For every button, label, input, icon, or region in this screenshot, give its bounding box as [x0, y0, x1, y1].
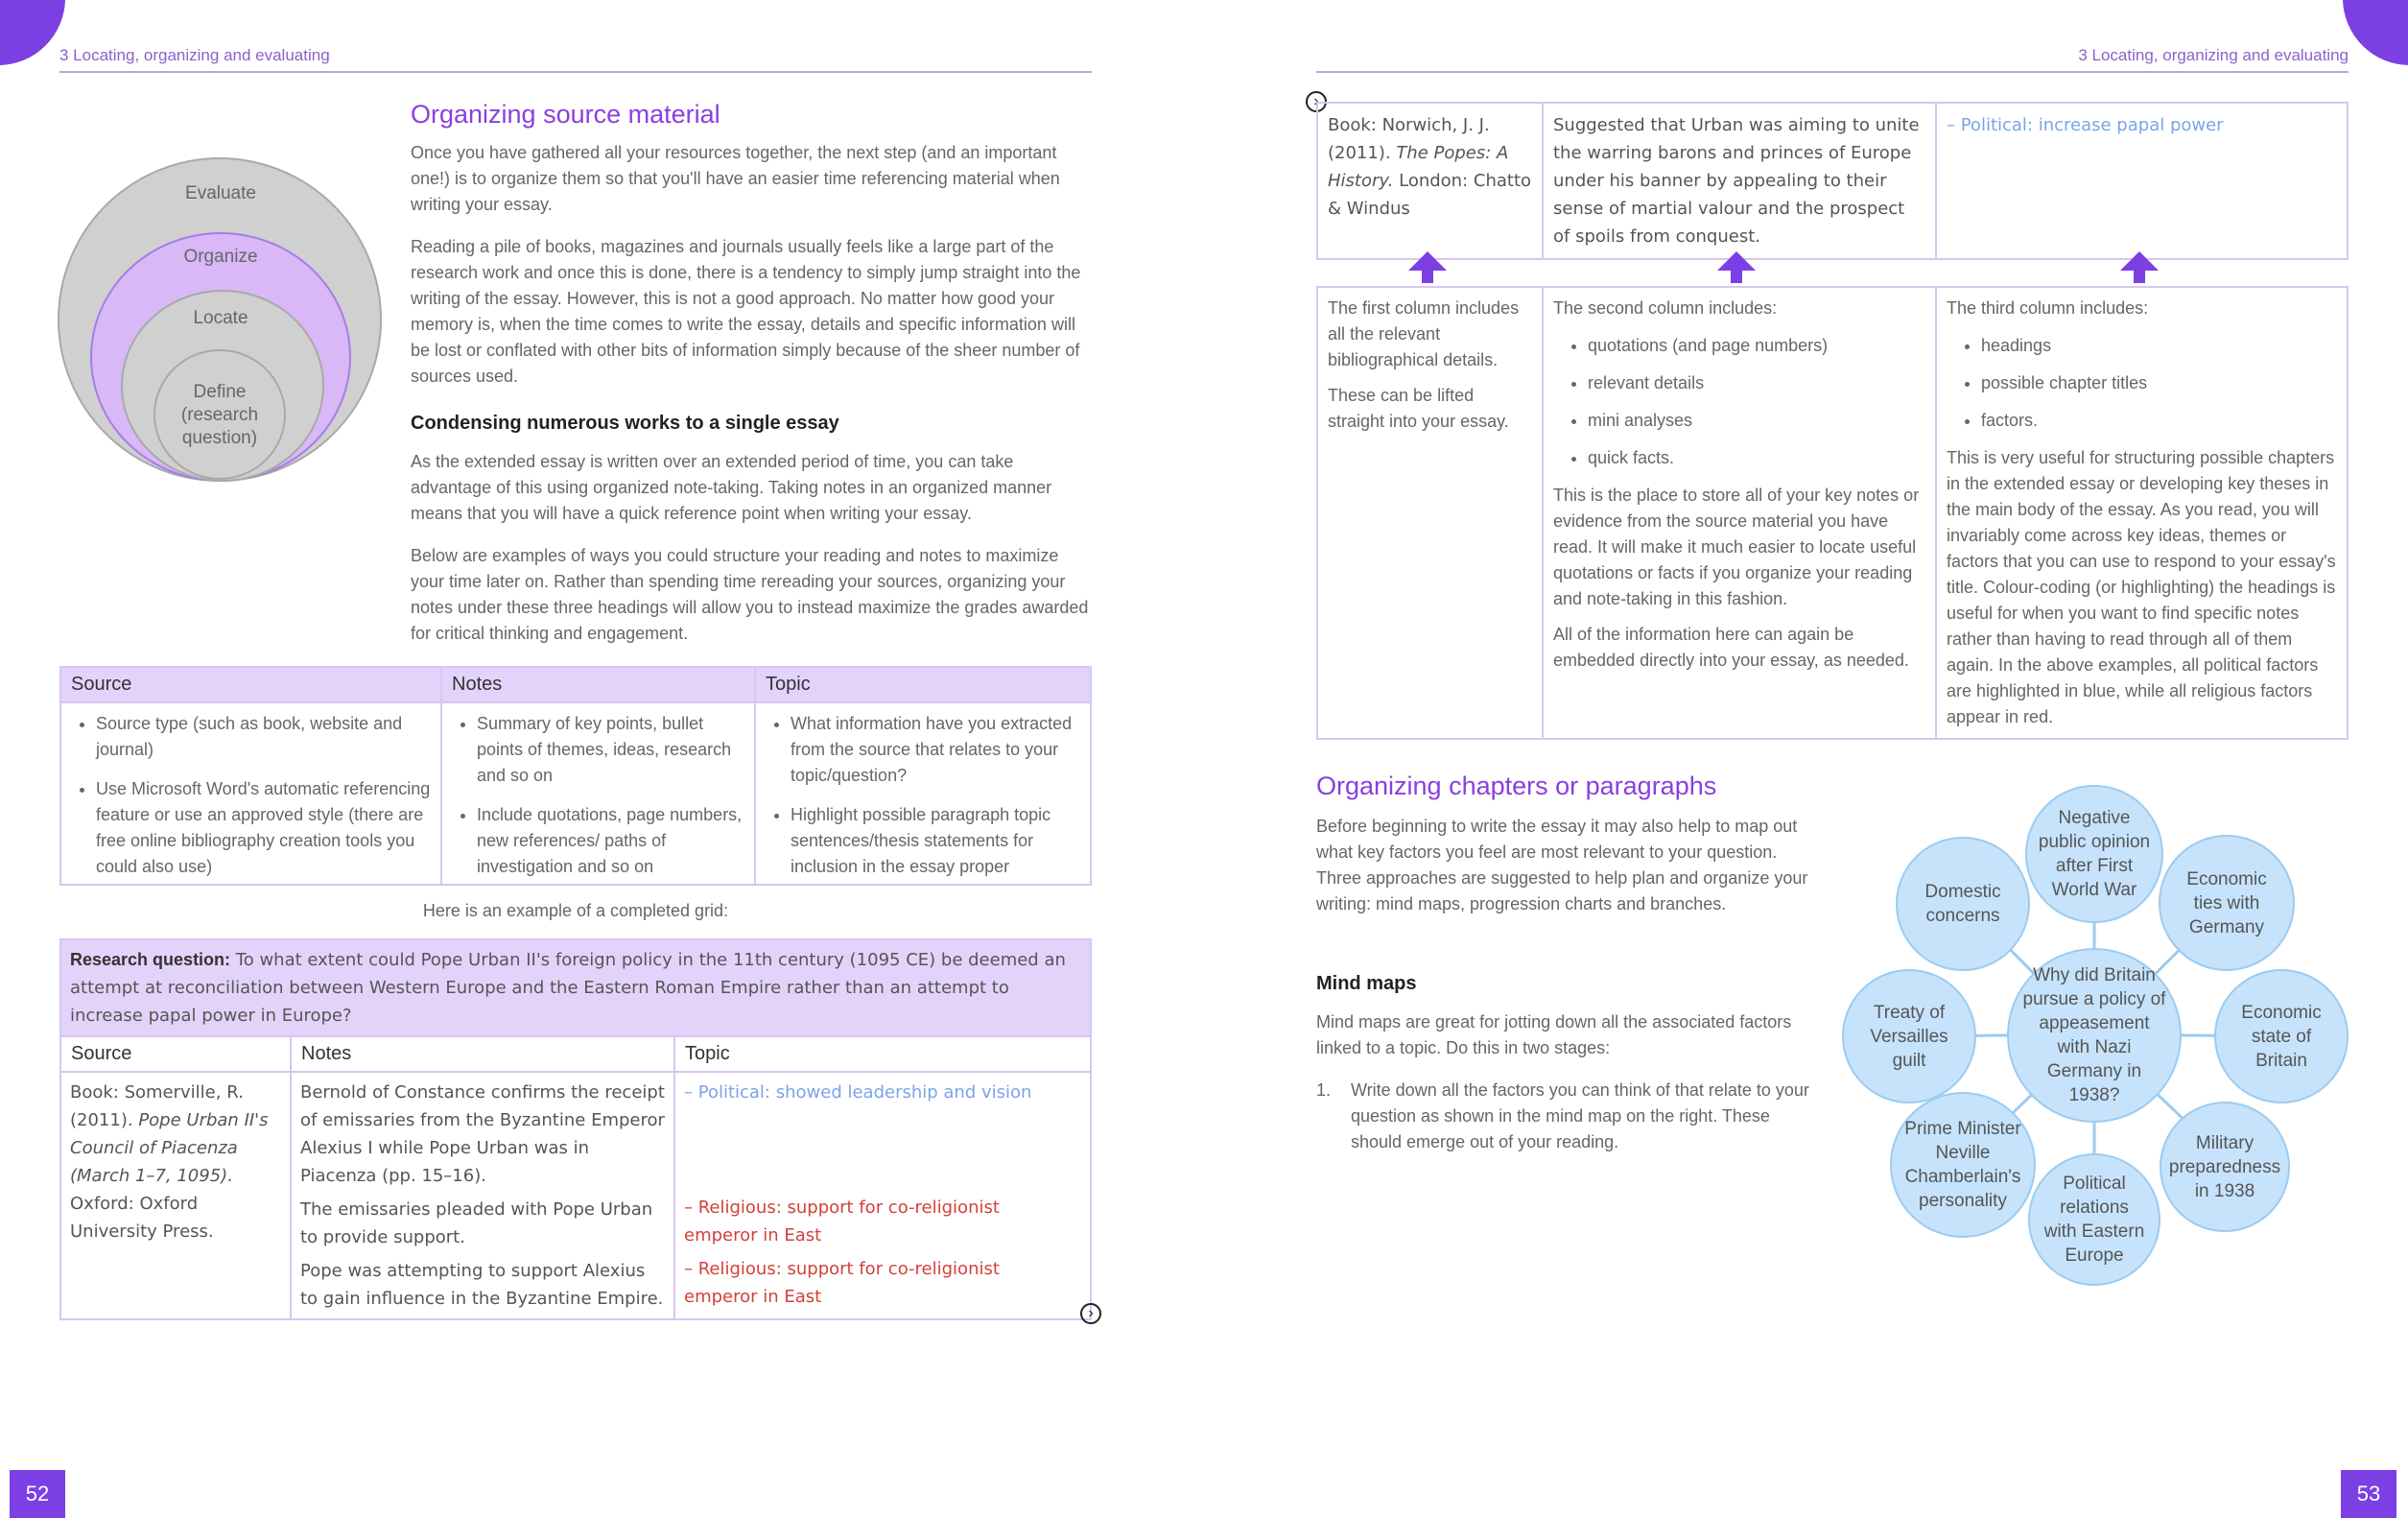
grid-header-topic: Topic: [755, 667, 1091, 702]
research-question-text: To what extent could Pope Urban II's foreign policy in the 11th century (1095 CE) be deemed an attempt at reconciliation between Western Europe and the Eastern Roman Empire rather than an attempt to increase papal power in Europe?: [70, 950, 1066, 1026]
topic-religious: – Religious: support for co-religionist emperor in East: [684, 1259, 1000, 1307]
list-item: • Summary of key points, bullet points of themes, ideas, research and so on: [477, 711, 746, 789]
list-item: • headings: [1981, 333, 2337, 359]
paragraph-mind-maps: Mind maps are great for jotting down all the associated factors linked to a topic. Do this in two stages:: [1316, 1012, 1792, 1057]
grid-header-notes: Notes: [441, 667, 755, 702]
subheading-mind-maps: Mind maps: [1316, 973, 1417, 994]
paragraph-reading-pile: Reading a pile of books, magazines and journals usually feels like a large part of the research work and once this is done, there is a tendency to simply jump straight into the writing of the essay. However, this is not a good approach. No matter how good your memory is, when the time comes to write the essay, details and specific information will be lost or conflated with other bits of information simply because of the sheer number of sources used.: [411, 237, 1081, 386]
note-item: Pope was attempting to support Alexius to gain influence in the Byzantine Empire.: [300, 1261, 664, 1309]
paragraph-intro: Once you have gathered all your resources together, the next step (and an important one!) is to organize them so that you'll have an easier time referencing material when writing your essay.: [411, 143, 1060, 214]
explain-col2-para: This is the place to store all of your key notes or evidence from the source material you have read. It will make it much easier to locate useful quotations or facts if you organize your reading and note-taking in this fashion.: [1553, 486, 1920, 608]
example-header-notes: Notes: [291, 1036, 674, 1072]
note-item: The emissaries pleaded with Pope Urban to provide support.: [300, 1199, 653, 1247]
list-item-text: Write down all the factors you can think of that relate to your question as shown in the mind map on the right. These should emerge out of your reading.: [1351, 1080, 1809, 1151]
explain-col2-para: All of the information here can again be embedded directly into your essay, as needed.: [1553, 625, 1909, 670]
heading-organizing-source-material: Organizing source material: [411, 100, 720, 129]
explain-col1-text: These can be lifted straight into your essay.: [1328, 386, 1509, 431]
list-item: • relevant details: [1588, 370, 1925, 396]
source-citation: Book: Norwich, J. J. (2011).: [1328, 115, 1490, 163]
mind-map-node: Negative public opinion after First World War: [2025, 785, 2163, 923]
explain-col3-intro: The third column includes:: [1947, 298, 2149, 318]
list-item: • Source type (such as book, website and journal): [96, 711, 433, 763]
explain-col3-para: This is very useful for structuring possible chapters in the extended essay or developing key theses in the main body of the essay. As you read, you will invariably come across key ideas, themes or factors that you can use to respond to your essay's title. Colour-coding (or highlighting) the headings is useful for when you want to find specific notes rather than having to read through all of them again. In the above examples, all political factors are highlighted in blue, while all religious factors appear in red.: [1947, 448, 2336, 726]
running-head-right: 3 Locating, organizing and evaluating: [2078, 46, 2349, 64]
list-item: • Include quotations, page numbers, new references/ paths of investigation and so on: [477, 802, 746, 880]
list-number: 1.: [1316, 1080, 1332, 1100]
source-publisher: London: Chatto & Windus: [1328, 171, 1532, 219]
continued-topic-cell: – Political: increase papal power: [1936, 103, 2348, 259]
list-item: • What information have you extracted from the source that relates to your topic/question?: [791, 711, 1082, 789]
list-item: • Highlight possible paragraph topic sentences/thesis statements for inclusion in the essay proper: [791, 802, 1082, 880]
example-caption: Here is an example of a completed grid:: [422, 901, 729, 920]
label-organize: Organize: [183, 247, 258, 267]
heading-organizing-chapters: Organizing chapters or paragraphs: [1316, 771, 1717, 800]
topic-political: – Political: showed leadership and vision: [684, 1082, 1032, 1103]
label-evaluate: Evaluate: [185, 183, 256, 203]
list-item: • possible chapter titles: [1981, 370, 2337, 396]
research-question-label: Research question:: [70, 950, 231, 969]
list-item: • mini analyses: [1588, 408, 1925, 434]
label-locate: Locate: [193, 308, 248, 328]
source-title: The Popes: A History.: [1328, 143, 1509, 191]
topic-religious: – Religious: support for co-religionist emperor in East: [684, 1198, 1000, 1245]
note-item: Bernold of Constance confirms the receipt of emissaries from the Byzantine Emperor Alexius I while Pope Urban was in Piacenza (pp. 15–16).: [300, 1082, 665, 1186]
source-citation: Book: Somerville, R. (2011).: [70, 1082, 244, 1130]
paragraph-extended-period: As the extended essay is written over an extended period of time, you can take advantage of this using organized note-taking. Taking notes in an organized manner means that you will have a quick reference point when writing your essay.: [411, 452, 1052, 523]
list-item: • factors.: [1981, 408, 2337, 434]
example-header-source: Source: [60, 1036, 291, 1072]
explain-col2-intro: The second column includes:: [1553, 298, 1778, 318]
running-head-left: 3 Locating, organizing and evaluating: [59, 46, 330, 64]
mind-map-node: Prime Minister Neville Chamberlain's personality: [1890, 1092, 2036, 1238]
explain-col1-text: The first column includes all the relevant bibliographical details.: [1328, 298, 1520, 369]
grid-header-source: Source: [60, 667, 441, 702]
paragraph-chapters-intro: Before beginning to write the essay it may also help to map out what key factors you feel are most relevant to your question. Three approaches are suggested to help plan and organize your writing: mind maps, progression charts and branches.: [1316, 817, 1808, 913]
mind-map-node: Treaty of Versailles guilt: [1842, 969, 1976, 1103]
page-number-right: 53: [2341, 1470, 2396, 1518]
list-item: • Use Microsoft Word's automatic referencing feature or use an approved style (there are free online bibliography creation tools you could also use): [96, 776, 433, 880]
source-title: Pope Urban II's Council of Piacenza (March 1–7, 1095).: [70, 1110, 269, 1186]
mind-map-center: Why did Britain pursue a policy of appeasement with Nazi Germany in 1938?: [2007, 948, 2182, 1123]
mind-map-node: Military preparedness in 1938: [2160, 1102, 2290, 1232]
mind-map-node: Domestic concerns: [1896, 837, 2030, 971]
source-publisher: Oxford: Oxford University Press.: [70, 1194, 214, 1242]
continue-arrow-icon: ›: [1080, 1303, 1101, 1324]
paragraph-below-examples: Below are examples of ways you could structure your reading and notes to maximize your time later on. Rather than spending time rereading your sources, organizing your notes under these three headings will allow you to instead maximize the grades awarded for critical thinking and engagement.: [411, 546, 1089, 643]
mind-map-node: Economic state of Britain: [2214, 969, 2349, 1103]
label-define: Define (research question): [180, 382, 259, 448]
mind-map-node: Political relations with Eastern Europe: [2028, 1153, 2160, 1286]
continued-notes-cell: Suggested that Urban was aiming to unite the warring barons and princes of Europe under his banner by appealing to their sense of martial valour and the prospect of spoils from conquest.: [1543, 103, 1936, 259]
subheading-condensing: Condensing numerous works to a single essay: [411, 413, 839, 434]
continued-arrow-icon: ›: [1306, 91, 1327, 112]
page-number-left: 52: [10, 1470, 65, 1518]
mind-map-node: Economic ties with Germany: [2159, 835, 2295, 971]
list-item: • quick facts.: [1588, 445, 1925, 471]
list-item: • quotations (and page numbers): [1588, 333, 1925, 359]
example-header-topic: Topic: [674, 1036, 1091, 1072]
